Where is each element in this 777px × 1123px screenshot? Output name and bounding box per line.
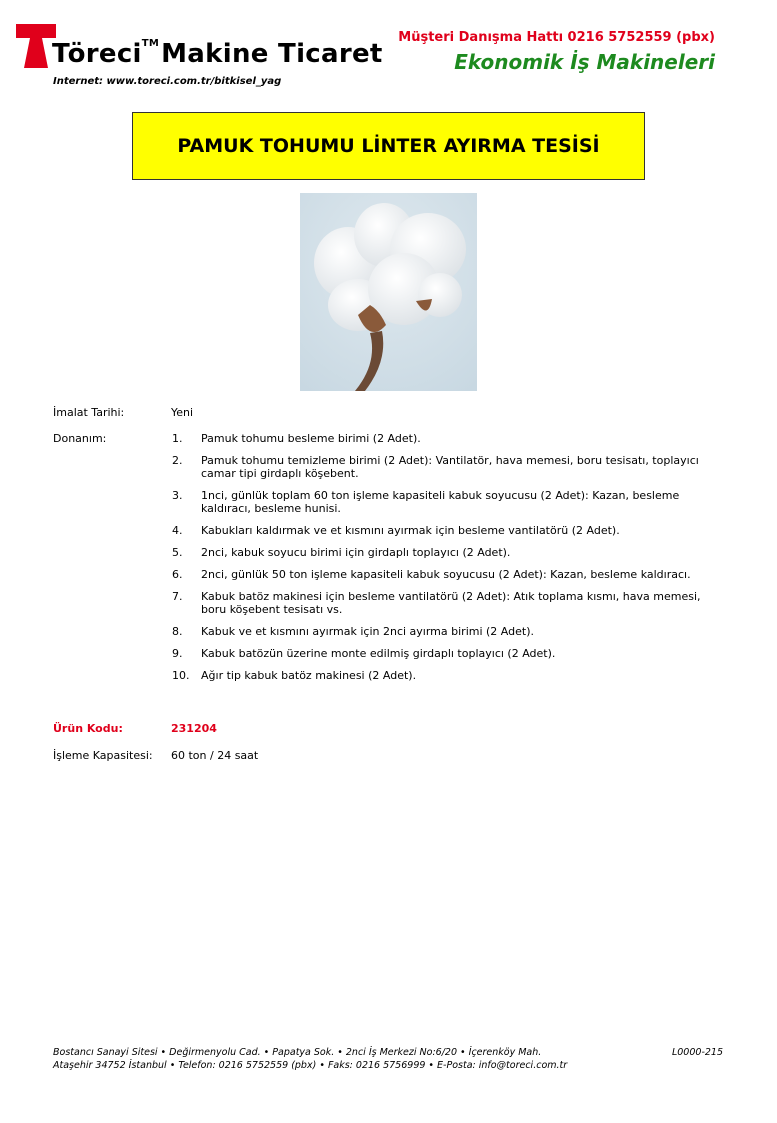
- footer-line-2: Ataşehir 34752 İstanbul • Telefon: 0216 5752559 (pbx) • Faks: 0216 5756999 • E-Posta: info@toreci.com.tr: [53, 1059, 568, 1071]
- footer-address: [53, 1047, 723, 1072]
- product-code-label: Ürün Kodu:: [53, 722, 123, 735]
- list-item: 3. 1nci, günlük toplam 60 ton işleme kapasiteli kabuk soyucusu (2 Adet): Kazan, besleme kaldıracı, besleme hunisi.: [172, 489, 680, 515]
- website-url[interactable]: Internet: www.toreci.com.tr/bitkisel_yag: [53, 76, 282, 87]
- list-item: 10. Ağır tip kabuk batöz makinesi (2 Adet).: [172, 669, 417, 682]
- page-title: PAMUK TOHUMU LİNTER AYIRMA TESİSİ: [177, 135, 600, 157]
- toreci-logo-icon: [16, 24, 56, 74]
- list-item: 5. 2nci, kabuk soyucu birimi için girdaplı toplayıcı (2 Adet).: [172, 546, 511, 559]
- list-item: 1. Pamuk tohumu besleme birimi (2 Adet).: [172, 432, 421, 445]
- capacity-label: İşleme Kapasitesi:: [53, 749, 153, 762]
- equipment-label: Donanım:: [53, 432, 107, 445]
- footer-line-1: Bostancı Sanayi Sitesi • Değirmenyolu Cad. • Papatya Sok. • 2nci İş Merkezi No:6/20 • İçerenköy Mah.: [53, 1047, 542, 1058]
- list-item: 9. Kabuk batözün üzerine monte edilmiş girdaplı toplayıcı (2 Adet).: [172, 647, 556, 660]
- product-code-value: 231204: [171, 722, 217, 735]
- list-item: 7. Kabuk batöz makinesi için besleme vantilatörü (2 Adet): Atık toplama kısmı, hava memesi, boru köşebent tesisatı vs.: [172, 590, 701, 616]
- document-code: L0000-215: [671, 1047, 723, 1058]
- brand-name: Töreci™Makine Ticaret: [52, 38, 383, 69]
- tagline: Ekonomik İş Makineleri: [454, 50, 715, 74]
- customer-hotline: Müşteri Danışma Hattı 0216 5752559 (pbx): [398, 30, 715, 45]
- list-item: 2. Pamuk tohumu temizleme birimi (2 Adet): Vantilatör, hava memesi, boru tesisatı, toplayıcı camar tipi girdaplı köşebent.: [172, 454, 699, 480]
- list-item: 4. Kabukları kaldırmak ve et kısmını ayırmak için besleme vantilatörü (2 Adet).: [172, 524, 620, 537]
- page-title-box: [132, 112, 645, 180]
- equipment-list: [172, 432, 717, 691]
- manufacture-date-value: Yeni: [171, 406, 194, 419]
- capacity-value: 60 ton / 24 saat: [171, 749, 259, 762]
- list-item: 8. Kabuk ve et kısmını ayırmak için 2nci ayırma birimi (2 Adet).: [172, 625, 534, 638]
- cotton-boll-photo: [300, 193, 477, 391]
- list-item: 6. 2nci, günlük 50 ton işleme kapasiteli kabuk soyucusu (2 Adet): Kazan, besleme kaldıracı.: [172, 568, 691, 581]
- manufacture-date-label: İmalat Tarihi:: [53, 406, 125, 419]
